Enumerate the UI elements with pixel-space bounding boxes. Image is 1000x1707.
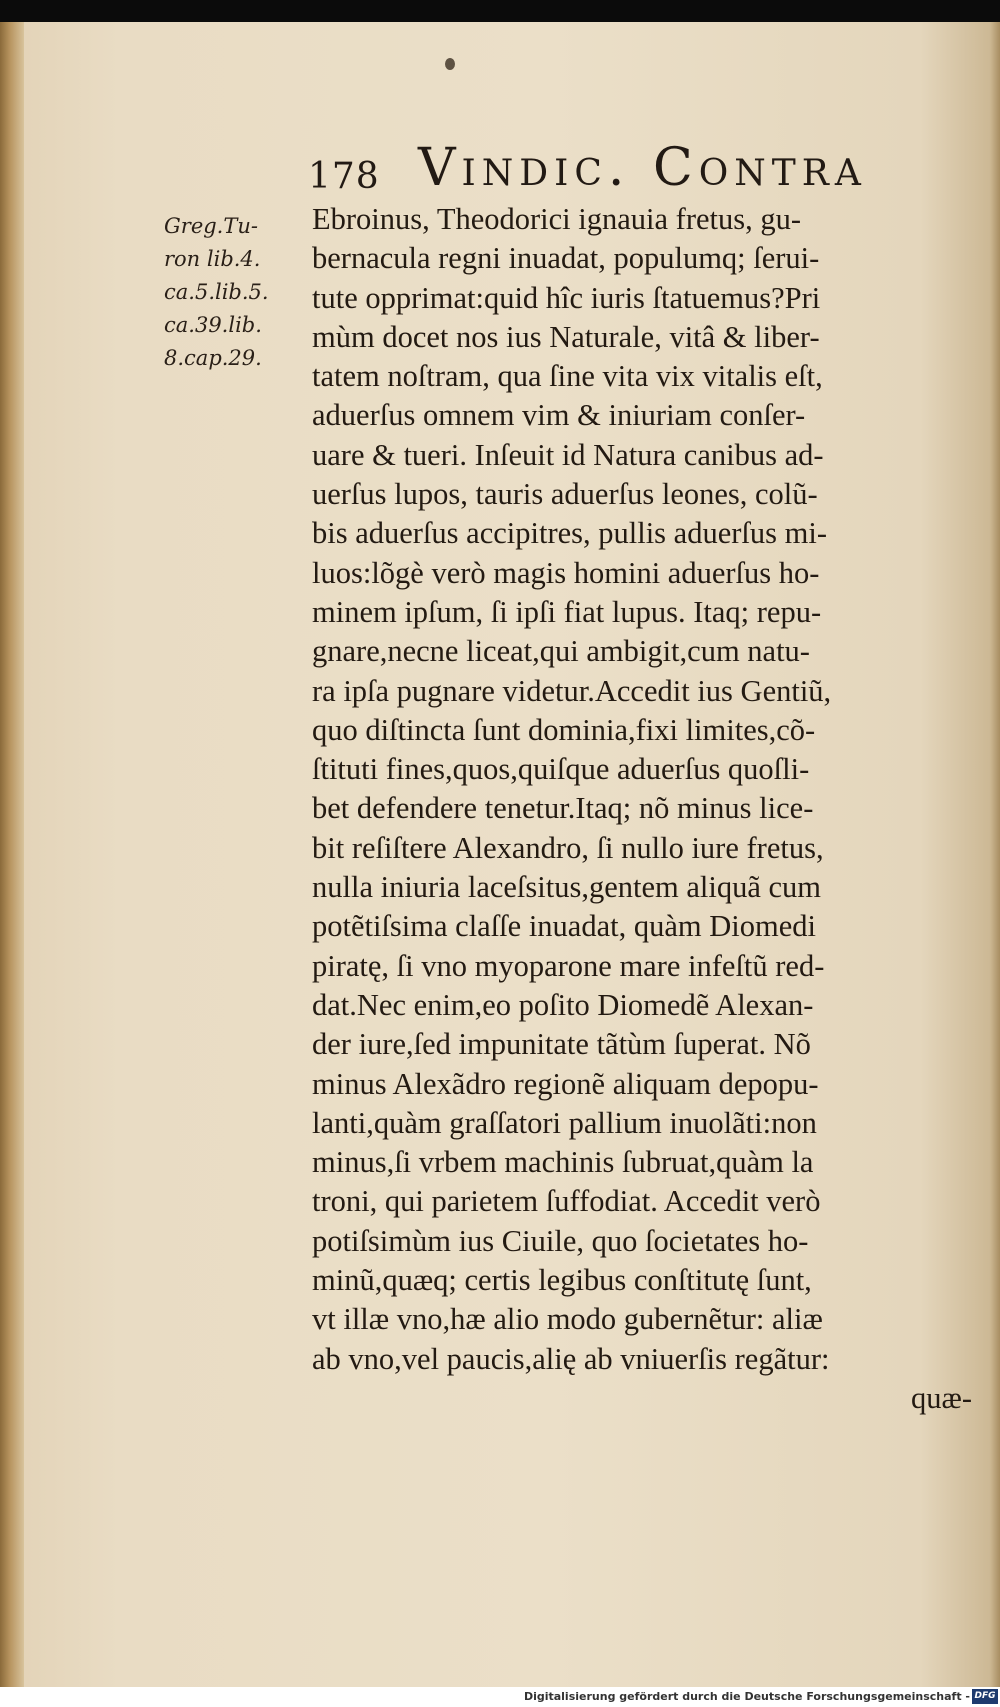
text-line: uare & tueri. Inſeuit id Natura canibus ad- <box>312 437 824 472</box>
text-line: bet defendere tenetur.Itaq; nõ minus lice- <box>312 791 814 826</box>
text-line: ab vno,vel paucis,alię ab vniuerſis regãtur: <box>312 1341 830 1376</box>
margin-note-line: ca.39.lib. <box>164 313 262 337</box>
margin-note-line: 8.cap.29. <box>164 346 262 370</box>
body-text <box>312 200 972 1418</box>
page-number: 178 <box>308 156 380 197</box>
dfg-logo-icon: DFG <box>972 1689 998 1704</box>
text-line: quo diſtincta ſunt dominia,fixi limites,cõ- <box>312 712 816 747</box>
text-line: bernacula regni inuadat, populumq; ſerui- <box>312 241 820 276</box>
digitization-footer <box>0 1687 1000 1707</box>
text-line: gnare,necne liceat,qui ambigit,cum natu- <box>312 634 810 669</box>
margin-note-line: ron lib.4. <box>164 247 261 271</box>
text-line: minus,ſi vrbem machinis ſubruat,quàm la <box>312 1145 814 1180</box>
text-line: troni, qui parietem ſuffodiat. Accedit verò <box>312 1184 821 1219</box>
text-line: uerſus lupos, tauris aduerſus leones, colũ- <box>312 477 818 512</box>
text-line: ſtituti fines,quos,quiſque aduerſus quoſli- <box>312 752 810 787</box>
page-edge <box>990 22 1000 1687</box>
text-line: minũ,quæq; certis legibus conſtitutę ſunt, <box>312 1263 812 1298</box>
margin-note-line: Greg.Tu- <box>164 214 258 238</box>
binding-edge <box>0 22 24 1687</box>
text-line: minus Alexãdro regionẽ aliquam depopu- <box>312 1066 819 1101</box>
text-line: potiſsimùm ius Ciuile, quo ſocietates ho- <box>312 1223 809 1258</box>
text-line: nulla iniuria laceſsitus,gentem aliquã cum <box>312 870 822 905</box>
text-line: dat.Nec enim,eo poſito Diomedẽ Alexan- <box>312 987 814 1022</box>
text-line: vt illæ vno,hæ alio modo gubernẽtur: aliæ <box>312 1302 823 1337</box>
running-head <box>308 138 918 198</box>
text-line: minem ipſum, ſi ipſi fiat lupus. Itaq; repu- <box>312 594 822 629</box>
text-line: piratę, ſi vno myoparone mare infeſtũ red- <box>312 948 825 983</box>
margin-note-line: ca.5.lib.5. <box>164 280 269 304</box>
text-line: bis aduerſus accipitres, pullis aduerſus mi- <box>312 516 827 551</box>
text-line: lanti,quàm graſſatori pallium inuolãti:non <box>312 1105 817 1140</box>
text-line: mùm docet nos ius Naturale, vitâ & liber- <box>312 319 820 354</box>
text-line: luos:lõgè verò magis homini aduerſus ho- <box>312 555 820 590</box>
running-title: Vindic. Contra <box>418 138 867 198</box>
ink-blot <box>445 58 455 70</box>
catchword: quæ- <box>911 1380 972 1415</box>
text-line: ra ipſa pugnare videtur.Accedit ius Gentiũ, <box>312 673 832 708</box>
text-line: bit reſiſtere Alexandro, ſi nullo iure fretus, <box>312 830 824 865</box>
text-line: potẽtiſsima claſſe inuadat, quàm Diomedi <box>312 909 816 944</box>
text-line: tatem noſtram, qua ſine vita vix vitalis eſt, <box>312 359 823 394</box>
text-line: Ebroinus, Theodorici ignauia fretus, gu- <box>312 202 802 236</box>
text-line: aduerſus omnem vim & iniuriam conſer- <box>312 398 806 433</box>
text-line: tute opprimat:quid hîc iuris ſtatuemus?Pri <box>312 280 821 315</box>
margin-citation <box>164 210 294 375</box>
text-line: der iure,ſed impunitate tãtùm ſuperat. Nõ <box>312 1027 811 1062</box>
funding-credit: Digitalisierung gefördert durch die Deutsche Forschungsgemeinschaft - <box>523 1690 970 1703</box>
